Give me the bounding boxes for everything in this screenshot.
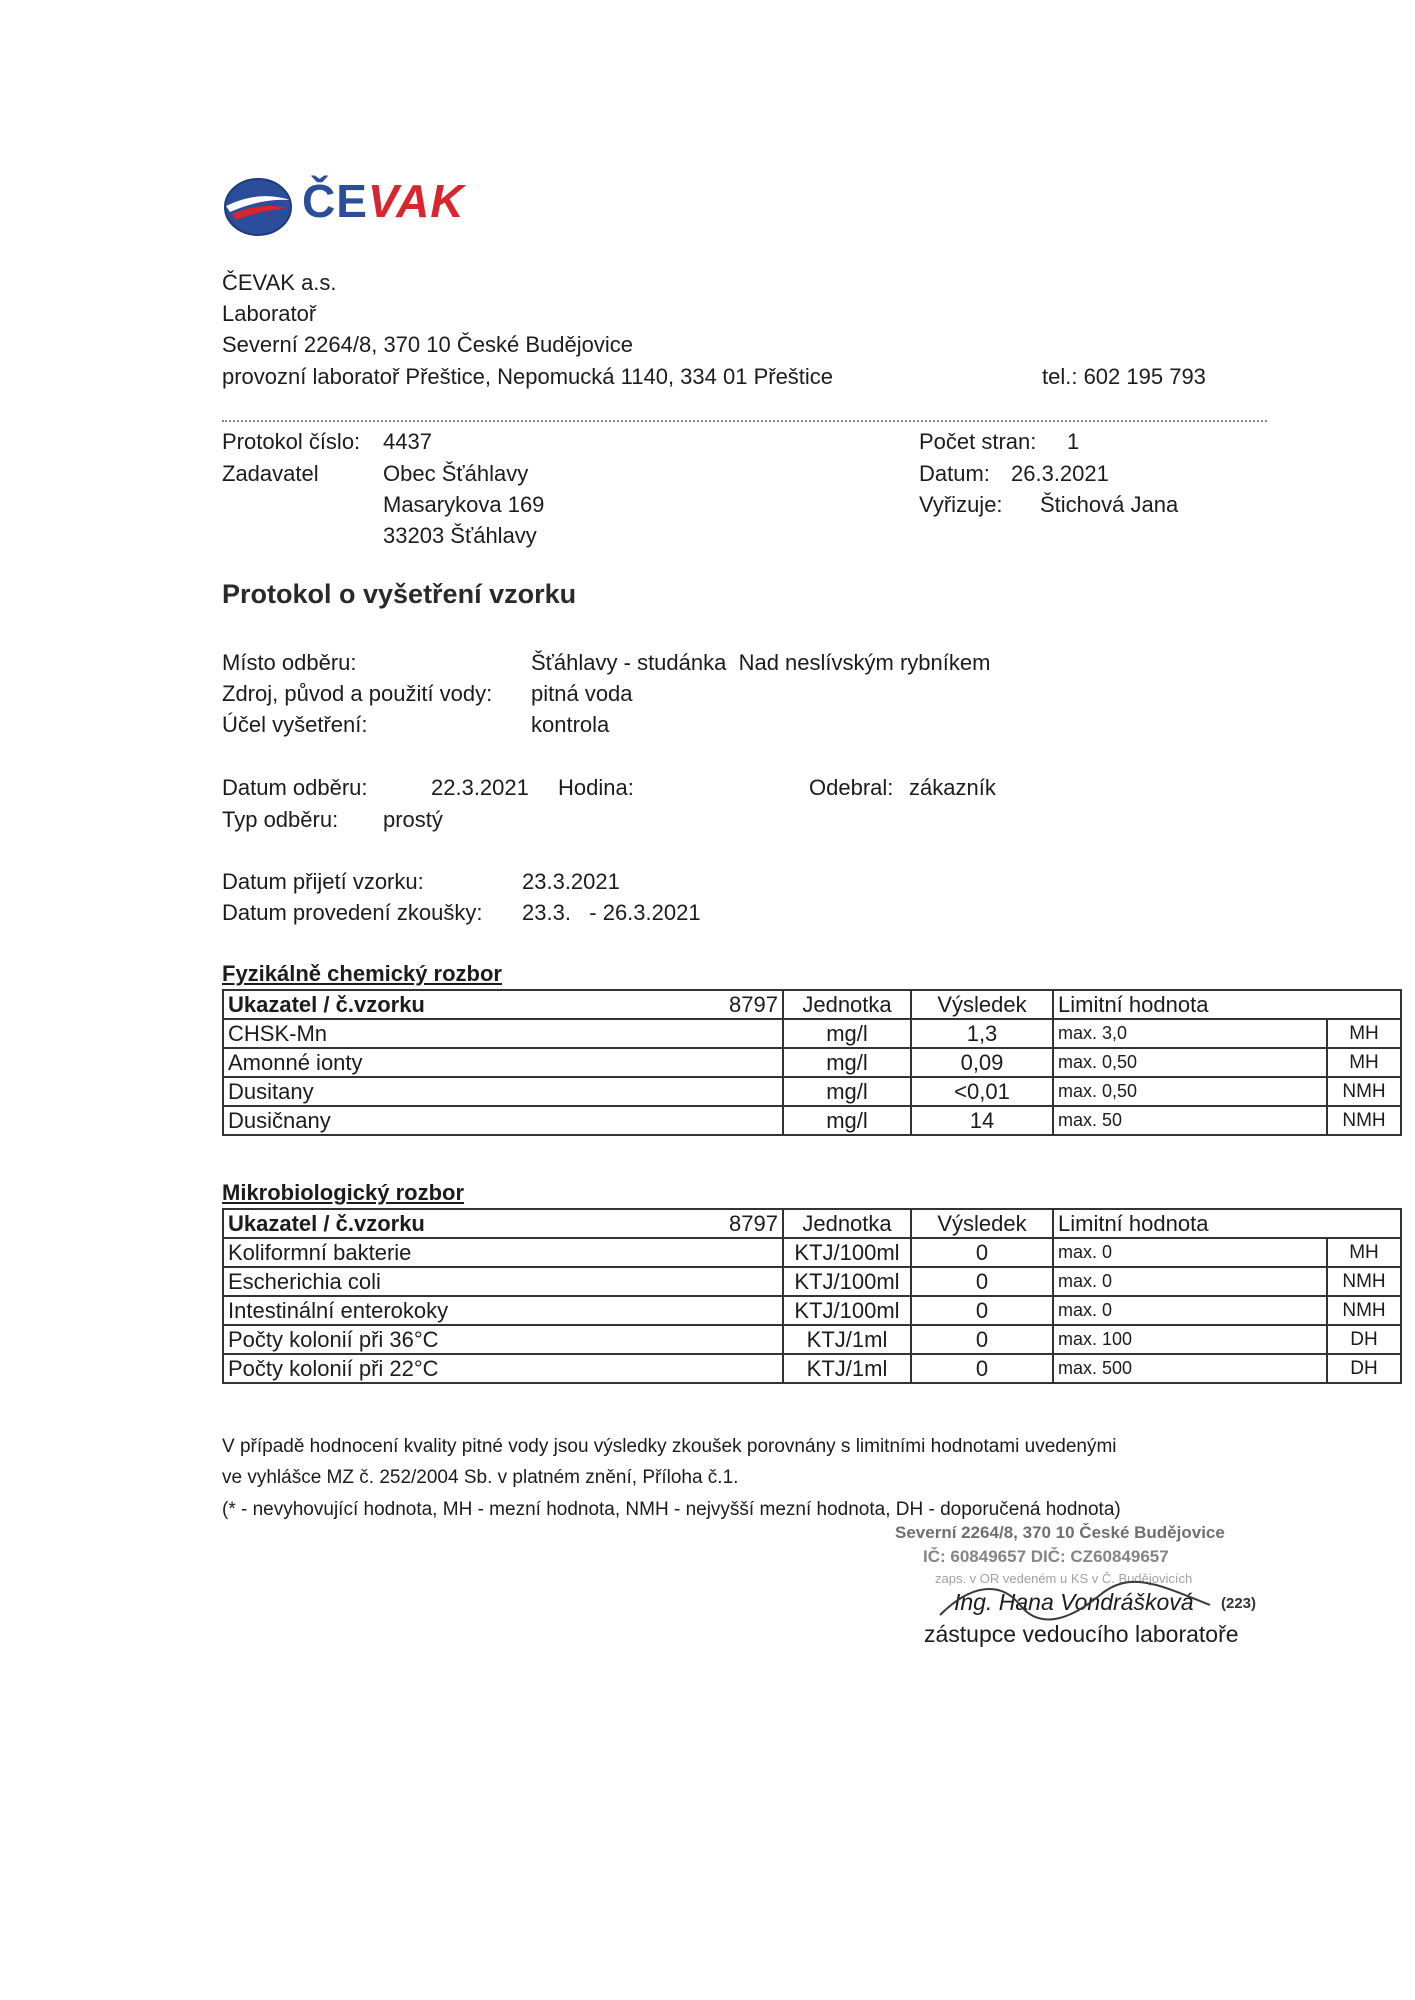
taken-by: zákazník [909,775,996,800]
unit-cell: mg/l [783,1077,911,1106]
result-header: Výsledek [911,1209,1053,1238]
limit-cell: max. 0 [1053,1267,1327,1296]
protocol-number-label: Protokol číslo: [222,429,361,454]
company-name: ČEVAK a.s. [222,270,337,295]
indicator-name: Dusičnany [223,1106,783,1135]
result-header: Výsledek [911,990,1053,1019]
type-label: Typ odběru: [222,807,339,832]
result-cell: 0 [911,1238,1053,1267]
water-source: pitná voda [531,681,633,706]
stamp-line-1: Severní 2264/8, 370 10 České Budějovice [895,1523,1225,1542]
purpose: kontrola [531,712,610,737]
unit-cell: mg/l [783,1048,911,1077]
limit-cell: max. 100 [1053,1325,1327,1354]
handled-by: Štichová Jana [1040,492,1179,517]
limit-cell: max. 0,50 [1053,1077,1327,1106]
indicator-name: Dusitany [223,1077,783,1106]
place-label: Místo odběru: [222,650,357,675]
footnote-line-1: V případě hodnocení kvality pitné vody jsou výsledky zkoušek porovnány s limitními hodnotami uvedenými [222,1436,1117,1457]
limit-class-cell: MH [1327,1048,1401,1077]
limit-header: Limitní hodnota [1053,1209,1401,1238]
limit-class-cell: NMH [1327,1106,1401,1135]
handwritten-signature [930,1575,1230,1625]
indicator-name: Koliformní bakterie [223,1238,783,1267]
stamp-line-2: IČ: 60849657 DIČ: CZ60849657 [923,1547,1169,1566]
stamp-number: (223) [1221,1595,1257,1612]
limit-class-cell: NMH [1327,1267,1401,1296]
indicator-name: CHSK-Mn [223,1019,783,1048]
received-date: 23.3.2021 [522,869,620,894]
protocol-date: 26.3.2021 [1011,461,1109,486]
table-row [223,1325,1401,1354]
client-label: Zadavatel [222,461,319,486]
result-cell: 0 [911,1267,1053,1296]
signatory-role: zástupce vedoucího laboratoře [924,1621,1239,1647]
unit-cell: KTJ/1ml [783,1354,911,1383]
indicator-name: Amonné ionty [223,1048,783,1077]
limit-cell: max. 0,50 [1053,1048,1327,1077]
purpose-label: Účel vyšetření: [222,712,368,737]
cevak-wordmark: ČEVAK [302,175,465,227]
limit-class-cell: NMH [1327,1296,1401,1325]
limit-class-cell: DH [1327,1354,1401,1383]
sampling-type: prostý [383,807,443,832]
limit-cell: max. 0 [1053,1238,1327,1267]
limit-class-cell: NMH [1327,1077,1401,1106]
physchem-table [222,989,1402,1136]
indicator-header: Ukazatel / č.vzorku [223,990,664,1019]
table-row [223,1267,1401,1296]
table-header-row [223,990,1401,1019]
table-row [223,1354,1401,1383]
unit-header: Jednotka [783,1209,911,1238]
limit-header: Limitní hodnota [1053,990,1401,1019]
protocol-number: 4437 [383,429,432,454]
limit-class-cell: DH [1327,1325,1401,1354]
sampling-date-label: Datum odběru: [222,775,368,800]
handled-label: Vyřizuje: [919,492,1003,517]
header-divider [222,420,1267,422]
micro-heading: Mikrobiologický rozbor [222,1180,465,1205]
tested-label: Datum provedení zkoušky: [222,900,483,925]
unit-cell: mg/l [783,1019,911,1048]
cevak-globe-icon [222,176,294,238]
limit-class-cell: MH [1327,1238,1401,1267]
source-label: Zdroj, původ a použití vody: [222,681,493,706]
result-cell: 0,09 [911,1048,1053,1077]
footnote-line-3: (* - nevyhovující hodnota, MH - mezní hodnota, NMH - nejvyšší mezní hodnota, DH - doporučená hodnota) [222,1499,1121,1520]
phone: tel.: 602 195 793 [1042,364,1206,389]
taken-by-label: Odebral: [809,775,894,800]
micro-table [222,1208,1402,1384]
signatory-name: Ing. Hana Vondrášková [954,1589,1194,1615]
indicator-header: Ukazatel / č.vzorku [223,1209,664,1238]
sampling-place: Šťáhlavy - studánka Nad neslívským rybníkem [531,650,991,675]
table-row [223,1048,1401,1077]
client-name: Obec Šťáhlavy [383,461,529,486]
sample-no-header: 8797 [664,1209,783,1238]
client-city: 33203 Šťáhlavy [383,523,537,548]
unit-cell: KTJ/100ml [783,1238,911,1267]
result-cell: 0 [911,1296,1053,1325]
result-cell: <0,01 [911,1077,1053,1106]
unit-header: Jednotka [783,990,911,1019]
company-address: Severní 2264/8, 370 10 České Budějovice [222,332,633,357]
lab-address: provozní laboratoř Přeštice, Nepomucká 1140, 334 01 Přeštice [222,364,834,389]
unit-cell: mg/l [783,1106,911,1135]
pages-count: 1 [1067,429,1080,454]
stamp-line-3: zaps. v OR vedeném u KS v Č. Budějovicích [935,1571,1193,1586]
table-row [223,1296,1401,1325]
cevak-logo [222,172,482,242]
indicator-name: Počty kolonií při 36°C [223,1325,783,1354]
result-cell: 14 [911,1106,1053,1135]
limit-class-cell: MH [1327,1019,1401,1048]
table-row [223,1019,1401,1048]
physchem-heading: Fyzikálně chemický rozbor [222,961,502,986]
sample-no-header: 8797 [664,990,783,1019]
department: Laboratoř [222,301,317,326]
pages-label: Počet stran: [919,429,1037,454]
client-street: Masarykova 169 [383,492,545,517]
table-row [223,1106,1401,1135]
indicator-name: Intestinální enterokoky [223,1296,783,1325]
date-label: Datum: [919,461,990,486]
sampling-date: 22.3.2021 [431,775,529,800]
table-header-row [223,1209,1401,1238]
limit-cell: max. 500 [1053,1354,1327,1383]
tested-date: 23.3. - 26.3.2021 [522,900,701,925]
result-cell: 0 [911,1354,1053,1383]
unit-cell: KTJ/1ml [783,1325,911,1354]
unit-cell: KTJ/100ml [783,1267,911,1296]
limit-cell: max. 50 [1053,1106,1327,1135]
hour-label: Hodina: [558,775,634,800]
page-title: Protokol o vyšetření vzorku [222,579,577,609]
indicator-name: Escherichia coli [223,1267,783,1296]
limit-cell: max. 0 [1053,1296,1327,1325]
table-row [223,1238,1401,1267]
received-label: Datum přijetí vzorku: [222,869,424,894]
limit-cell: max. 3,0 [1053,1019,1327,1048]
footnote-line-2: ve vyhlášce MZ č. 252/2004 Sb. v platném znění, Příloha č.1. [222,1467,739,1488]
result-cell: 1,3 [911,1019,1053,1048]
table-row [223,1077,1401,1106]
result-cell: 0 [911,1325,1053,1354]
unit-cell: KTJ/100ml [783,1296,911,1325]
indicator-name: Počty kolonií při 22°C [223,1354,783,1383]
